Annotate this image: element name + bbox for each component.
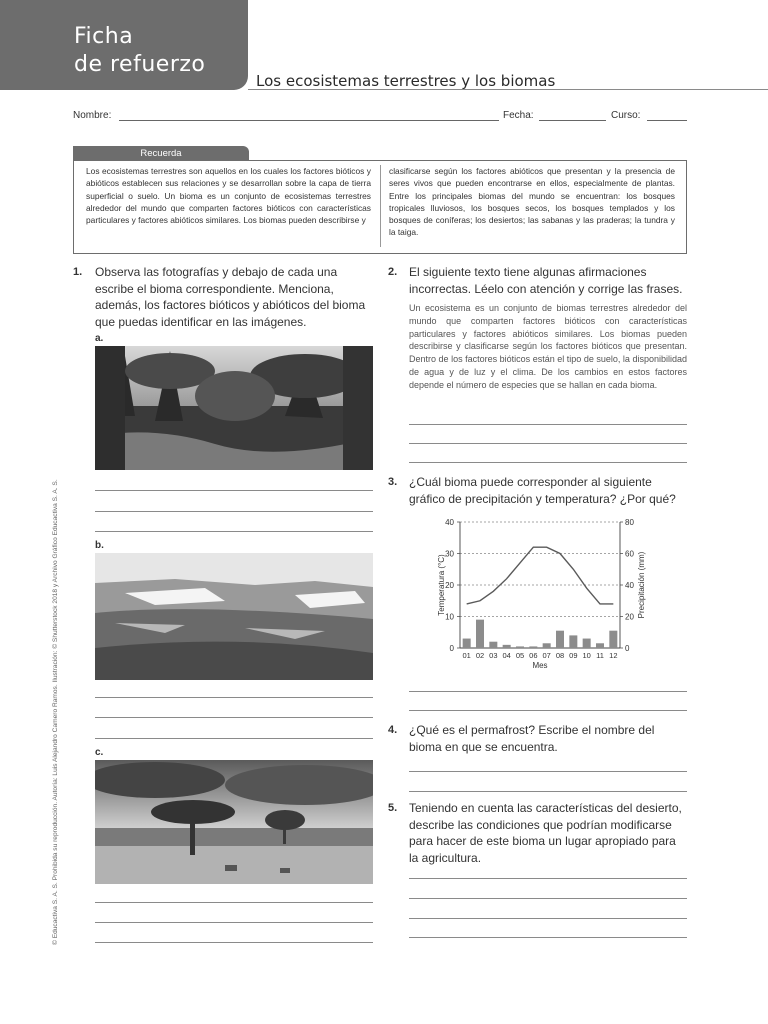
x-tick-label: 01 [462, 651, 471, 660]
precipitation-bar [556, 631, 564, 648]
x-tick-label: 02 [475, 651, 485, 660]
photo-a-label: a. [95, 333, 104, 344]
header-rule [248, 89, 768, 90]
precipitation-bar [489, 642, 497, 648]
savanna-photo [95, 760, 373, 884]
x-tick-label: 04 [502, 651, 511, 660]
precipitation-bar [596, 643, 604, 648]
climograph-chart [428, 508, 648, 674]
x-tick-label: 11 [596, 651, 604, 660]
photo-c-label: c. [95, 747, 104, 758]
x-tick-label: 06 [529, 651, 538, 660]
x-tick-label: 03 [489, 651, 498, 660]
q1-number: 1. [73, 266, 83, 278]
q2-answer-line-3[interactable] [409, 462, 687, 463]
precipitation-bar [463, 639, 471, 648]
x-tick-label: 05 [515, 651, 525, 660]
y-right-tick-label: 60 [625, 549, 634, 559]
fecha-label: Fecha: [503, 110, 534, 121]
y-left-axis-label: Temperatura (°C) [437, 554, 446, 616]
q5-number: 5. [388, 802, 398, 814]
y-right-axis-label: Precipitación (mm) [637, 551, 646, 619]
q4-text: ¿Qué es el permafrost? Escribe el nombre del bioma en que se encuentra. [409, 723, 655, 754]
tundra-photo [95, 553, 373, 680]
precipitation-bar [503, 645, 511, 648]
x-tick-label: 09 [569, 651, 578, 660]
page-title: Los ecosistemas terrestres y los biomas [256, 72, 556, 90]
q3-text: ¿Cuál bioma puede corresponder al siguiente gráfico de precipitación y temperatura? ¿Por qué? [409, 475, 676, 506]
tab-title-line1: Ficha [74, 24, 134, 49]
q1b-answer-line-2[interactable] [95, 717, 373, 718]
precipitation-bar [583, 639, 591, 648]
precipitation-bar [609, 631, 617, 648]
recuerda-label: Recuerda [73, 146, 249, 161]
x-tick-label: 07 [542, 651, 551, 660]
curso-label: Curso: [611, 110, 641, 121]
y-right-tick-label: 20 [625, 612, 634, 622]
q1c-answer-line-3[interactable] [95, 942, 373, 943]
q1-text: Observa las fotografías y debajo de cada una escribe el bioma correspondiente. Menciona, además, los factores bióticos y abióticos del bioma que puedas identificar en las imágenes. [95, 265, 366, 329]
q5-answer-line-3[interactable] [409, 918, 687, 919]
header-tab [0, 0, 248, 90]
y-left-tick-label: 20 [445, 581, 454, 590]
precipitation-bar [476, 620, 484, 648]
q2-answer-line-1[interactable] [409, 424, 687, 425]
x-axis-label: Mes [532, 661, 548, 670]
nombre-label: Nombre: [73, 110, 112, 121]
tab-title-line2: de refuerzo [74, 52, 206, 77]
q3-answer-line-1[interactable] [409, 691, 687, 692]
q5-answer-line-2[interactable] [409, 898, 687, 899]
q4-answer-line-1[interactable] [409, 771, 687, 772]
q2-text: El siguiente texto tiene algunas afirmaciones incorrectas. Léelo con atención y corrige las frases. [409, 265, 683, 296]
q2-passage: Un ecosistema es un conjunto de biomas terrestres alrededor del mundo que comparten factores bióticos con características particulares y factores abióticos similares. Los biomas pueden describirse y clasificarse según los factores bióticos que presentan. Dentro de los factores bióticos están el tipo de suelo, la disponibilidad de agua y de luz y el clima. De los cambios en estos factores depende el número de especies que se hallan en cada bioma. [409, 303, 687, 390]
y-right-tick-label: 80 [625, 518, 634, 527]
y-right-tick-label: 0 [625, 644, 630, 653]
q5-answer-line-1[interactable] [409, 878, 687, 879]
q2-number: 2. [388, 266, 398, 278]
q1a-answer-line-3[interactable] [95, 531, 373, 532]
q2-answer-line-2[interactable] [409, 443, 687, 444]
recuerda-divider [380, 165, 381, 247]
precipitation-bar [529, 646, 537, 648]
temperature-line [467, 547, 614, 604]
precipitation-bar [516, 646, 524, 648]
recuerda-left-text: Los ecosistemas terrestres son aquellos en los cuales los factores bióticos y abióticos establecen sus relaciones y se desarrollan sobre la capa de tierra superficial o suelo. Un bioma es un conjunto de ecosistemas terrestres alrededor del mundo que comparten factores bióticos con características particulares y factores abióticos similares. Los biomas pueden describirse y [86, 166, 371, 226]
q1a-answer-line-2[interactable] [95, 511, 373, 512]
q3-number: 3. [388, 476, 398, 488]
y-left-tick-label: 10 [445, 612, 454, 622]
recuerda-right-text: clasificarse según los factores abióticos que presentan y la presencia de seres vivos que pueden encontrarse en ellos, especialmente de plantas. Entre los principales biomas del mundo se encuentran: los bosques tropicales lluviosos, los bosques secos, los bosques templados y los bosques de coníferas; los desiertos; las sabanas y las praderas; la tundra y la taiga. [389, 166, 675, 238]
photo-b-label: b. [95, 540, 104, 551]
precipitation-bar [569, 635, 577, 648]
curso-field[interactable] [647, 120, 687, 121]
x-tick-label: 10 [582, 651, 591, 660]
rainforest-photo [95, 346, 373, 470]
q1a-answer-line-1[interactable] [95, 490, 373, 491]
q1b-answer-line-3[interactable] [95, 738, 373, 739]
y-left-tick-label: 0 [449, 644, 454, 653]
q4-answer-line-2[interactable] [409, 791, 687, 792]
q5-text: Teniendo en cuenta las características del desierto, describe las condiciones que podrían modificarse para hacer de este bioma un lugar apropiado para la agricultura. [409, 801, 682, 865]
q1c-answer-line-1[interactable] [95, 902, 373, 903]
q1b-answer-line-1[interactable] [95, 697, 373, 698]
fecha-field[interactable] [539, 120, 606, 121]
y-right-tick-label: 40 [625, 581, 634, 590]
y-left-tick-label: 40 [445, 518, 454, 527]
precipitation-bar [543, 643, 551, 648]
q5-answer-line-4[interactable] [409, 937, 687, 938]
q3-answer-line-2[interactable] [409, 710, 687, 711]
side-credit: © Educactiva S. A. S. Prohibida su reproducción. Autoría: Luis Alejandro Camero Ramos. Ilustración: © Shutterstock 2018 y Archivo Gráfico Educactiva S. A. S. [52, 479, 59, 945]
x-tick-label: 08 [555, 651, 565, 660]
y-left-tick-label: 30 [445, 549, 454, 559]
x-tick-label: 12 [609, 651, 618, 660]
q4-number: 4. [388, 724, 398, 736]
q1c-answer-line-2[interactable] [95, 922, 373, 923]
nombre-field[interactable] [119, 120, 499, 121]
